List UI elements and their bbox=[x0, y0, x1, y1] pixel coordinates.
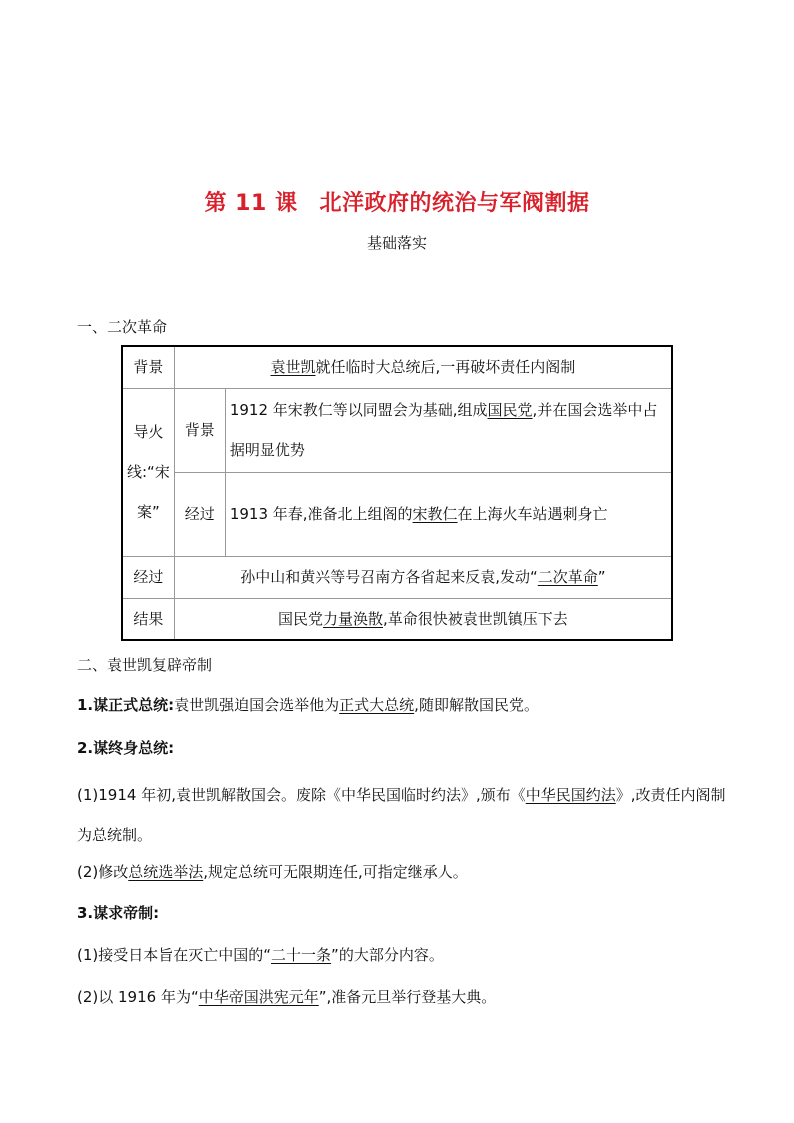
paragraph: (1)1914 年初,袁世凯解散国会。废除《中华民国临时约法》,颁布《中华民国约法》,改责任内阁制为总统制。 bbox=[77, 786, 726, 844]
table-cell: 国民党力量涣散,革命很快被袁世凯镇压下去 bbox=[174, 598, 672, 640]
table-row bbox=[122, 556, 672, 598]
section-heading-2: 二、袁世凯复辟帝制 bbox=[77, 656, 213, 674]
paragraph: (2)修改总统选举法,规定总统可无限期连任,可指定继承人。 bbox=[77, 863, 468, 881]
paragraph-heading: 3.谋求帝制: bbox=[77, 904, 160, 922]
section-heading-1: 一、二次革命 bbox=[77, 318, 168, 336]
table-row bbox=[122, 388, 672, 472]
row-label: 导火线:“宋案” bbox=[122, 388, 174, 556]
page-title: 第 11 课 北洋政府的统治与军阀割据 bbox=[204, 191, 590, 216]
row-label: 结果 bbox=[122, 598, 174, 640]
row-label: 背景 bbox=[122, 346, 174, 388]
paragraph-heading: 2.谋终身总统: bbox=[77, 739, 175, 757]
table-row bbox=[122, 598, 672, 640]
table-cell: 1913 年春,准备北上组阁的宋教仁在上海火车站遇刺身亡 bbox=[225, 472, 672, 556]
revolution-table bbox=[121, 345, 673, 641]
table-row bbox=[122, 472, 672, 556]
row-label: 经过 bbox=[174, 472, 225, 556]
paragraph: (2)以 1916 年为“中华帝国洪宪元年”,准备元旦举行登基大典。 bbox=[77, 988, 497, 1006]
table-row bbox=[122, 346, 672, 388]
table-cell: 袁世凯就任临时大总统后,一再破坏责任内阁制 bbox=[174, 346, 672, 388]
row-label: 背景 bbox=[174, 388, 225, 472]
table-cell: 1912 年宋教仁等以同盟会为基础,组成国民党,并在国会选举中占据明显优势 bbox=[225, 388, 672, 472]
paragraph: (1)接受日本旨在灭亡中国的“二十一条”的大部分内容。 bbox=[77, 946, 444, 964]
paragraph: 1.谋正式总统:袁世凯强迫国会选举他为正式大总统,随即解散国民党。 bbox=[77, 696, 539, 714]
row-label: 经过 bbox=[122, 556, 174, 598]
table-cell: 孙中山和黄兴等号召南方各省起来反袁,发动“二次革命” bbox=[174, 556, 672, 598]
page-subtitle: 基础落实 bbox=[366, 234, 427, 252]
